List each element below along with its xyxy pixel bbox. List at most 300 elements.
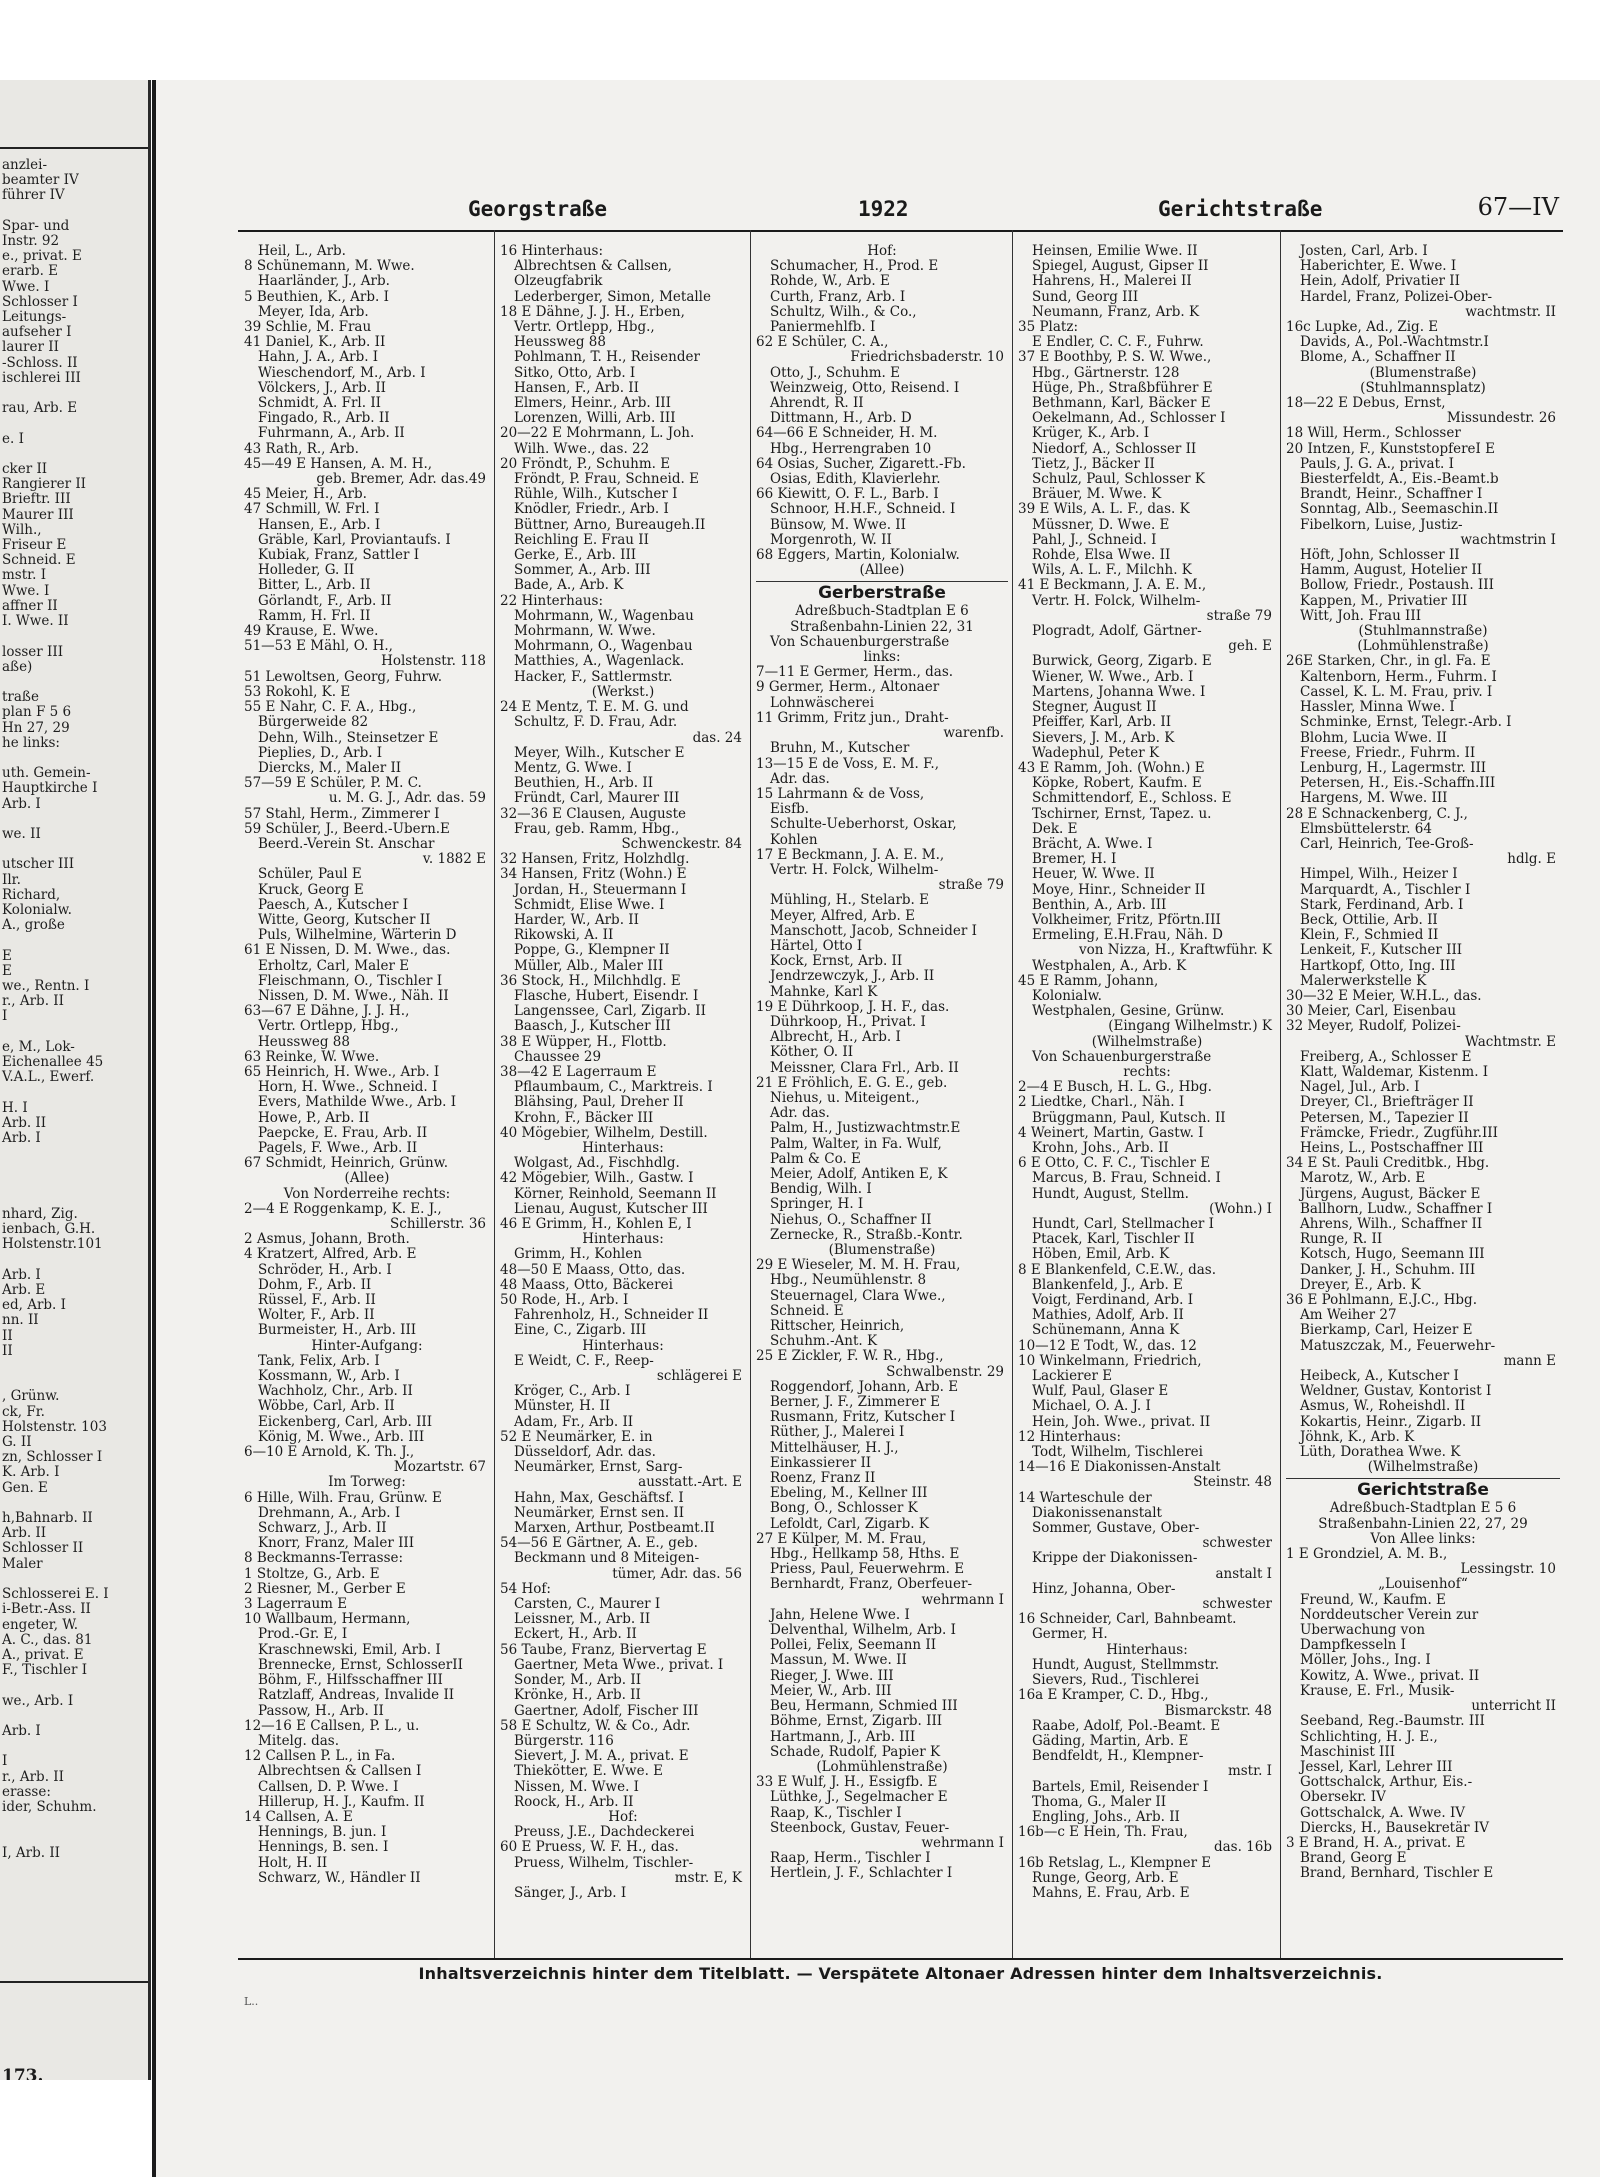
directory-entry-line: Heinsen, Emilie Wwe. II (1032, 244, 1198, 259)
directory-entry-line: 45—49 E Hansen, A. M. H., (244, 456, 433, 472)
previous-page-line: affner II (2, 597, 58, 614)
directory-entry-line: 51 Lewoltsen, Georg, Fuhrw. (244, 669, 443, 685)
directory-entry-line: 3 E Brand, H. A., privat. E (1286, 1835, 1466, 1851)
directory-entry-line: 68 Eggers, Martin, Kolonialw. (756, 548, 960, 564)
previous-page-line: Maurer III (2, 506, 74, 523)
page-header (238, 193, 1563, 223)
previous-page-line (2, 812, 109, 827)
directory-entry-line: wehrmann I (921, 1592, 1004, 1608)
directory-entry-line: Engling, Johs., Arb. II (1032, 1809, 1180, 1825)
directory-entry-line: Främcke, Friedr., Zugführ.III (1300, 1125, 1498, 1141)
directory-entry-line: Von Schauenburgerstraße (1032, 1049, 1212, 1065)
directory-entry-line: Bendig, Wilh. I (770, 1182, 872, 1198)
previous-page-line (2, 416, 109, 431)
directory-entry-line: 35 Platz: (1018, 320, 1079, 336)
directory-entry-line: Michael, O. A. J. I (1032, 1399, 1151, 1415)
previous-page-line: cker II (2, 461, 48, 478)
directory-entry-line: Hahrens, H., Malerei II (1032, 274, 1192, 290)
directory-entry-line: Chaussee 29 (514, 1049, 602, 1065)
directory-entry-line: Mittelhäuser, H. J., (770, 1440, 899, 1456)
directory-entry-line: 20—22 E Mohrmann, L. Joh. (500, 426, 695, 442)
directory-entry-line: 61 E Nissen, D. M. Wwe., das. (244, 943, 451, 959)
directory-entry-line: Bong, O., Schlosser K (770, 1501, 918, 1517)
directory-entry-line: Bürgerstr. 116 (514, 1733, 614, 1749)
directory-entry-line: Meyer, Wilh., Kutscher E (514, 745, 685, 761)
directory-entry-line: Seeband, Reg.-Baumstr. III (1300, 1714, 1485, 1730)
directory-entry-line: 38 E Wüpper, H., Flottb. (500, 1034, 667, 1050)
previous-page-line (2, 933, 109, 948)
directory-entry-line: Haarländer, J., Arb. (258, 274, 390, 290)
directory-entry-line: Völckers, J., Arb. II (258, 380, 386, 396)
directory-entry-line: Josten, Carl, Arb. I (1300, 244, 1428, 259)
year-heading: 1922 (858, 197, 909, 221)
directory-entry-line: 12 Hinterhaus: (1018, 1429, 1122, 1445)
directory-entry-line: Krüger, K., Arb. I (1032, 426, 1150, 442)
directory-entry-line: Zernecke, R., Straßb.-Kontr. (770, 1227, 963, 1243)
directory-entry-line: Palm, H., Justizwachtmstr.E (770, 1121, 961, 1137)
directory-entry-line: 29 E Wieseler, M. M. H. Frau, (756, 1258, 961, 1274)
previous-page-line: Rangierer II (2, 476, 87, 493)
directory-entry-line: Albrechtsen & Callsen, (514, 259, 672, 275)
previous-page-line: engeter, W. (2, 1616, 79, 1633)
column-3 (756, 244, 1008, 1959)
directory-entry-line: Dittmann, H., Arb. D (770, 411, 912, 427)
directory-entry-line: 24 E Mentz, T. E. M. G. und (500, 700, 689, 716)
directory-entry-line: 41 E Beckmann, J. A. E. M., (1018, 578, 1207, 594)
directory-entry-line: Kotsch, Hugo, Seemann III (1300, 1247, 1485, 1263)
previous-page-line: , Grünw. (2, 1388, 60, 1405)
directory-entry-line: Hartmann, J., Arb. III (770, 1729, 916, 1745)
previous-page-line: Kolonialw. (2, 901, 72, 918)
directory-entry-line: 49 Krause, E. Wwe. (244, 624, 379, 640)
directory-entry-line: Hillerup, H. J., Kaufm. II (258, 1794, 425, 1810)
directory-entry-line: Wöbbe, Carl, Arb. II (258, 1399, 395, 1415)
directory-entry-line: Vertr. Ortlepp, Hbg., (514, 320, 655, 336)
directory-entry-line: Springer, H. I (770, 1197, 864, 1213)
directory-entry-line: Jöhnk, K., Arb. K (1300, 1429, 1415, 1445)
previous-page-line (2, 1678, 109, 1693)
directory-entry-line: 25 E Zickler, F. W. R., Hbg., (756, 1349, 944, 1365)
directory-entry-line: Heussweg 88 (258, 1034, 350, 1050)
previous-page-line (2, 751, 109, 766)
directory-entry-line: Brand, Bernhard, Tischler E (1300, 1866, 1494, 1882)
directory-entry-line: Möller, Johs., Ing. I (1300, 1653, 1431, 1669)
directory-entry-line: 6 E Otto, C. F. C., Tischler E (1018, 1156, 1211, 1172)
directory-entry-line: Passow, H., Arb. II (258, 1703, 384, 1719)
directory-entry-line: u. M. G. J., Adr. das. 59 (328, 791, 486, 807)
directory-entry-line: Dreyer, E., Arb. K (1300, 1277, 1421, 1293)
directory-entry-line: Brächt, A. Wwe. I (1032, 836, 1153, 852)
column-divider (1012, 230, 1013, 1960)
previous-page-line: Schneid. E (2, 552, 76, 569)
directory-entry-line: Baasch, J., Kutscher III (514, 1019, 671, 1035)
directory-entry-line: Gerichtstraße (1286, 1478, 1560, 1501)
directory-entry-line: Lenkeit, F., Kutscher III (1300, 943, 1463, 959)
directory-entry-line: Marotz, W., Arb. E (1300, 1171, 1426, 1187)
directory-entry-line: Hahn, J. A., Arb. I (258, 350, 379, 366)
directory-entry-line: Mathies, Adolf, Arb. II (1032, 1308, 1184, 1324)
left-street-heading: Georgstraße (468, 197, 608, 221)
directory-entry-line: Mentz, G. Wwe. I (514, 760, 632, 776)
directory-entry-line: Paesch, A., Kutscher I (258, 897, 409, 913)
directory-entry-line: Jordan, H., Steuermann I (514, 882, 687, 898)
directory-entry-line: Weldner, Gustav, Kontorist I (1300, 1384, 1492, 1400)
directory-entry-line: Thoma, G., Maler II (1032, 1794, 1167, 1810)
directory-entry-line: 19 E Dührkoop, J. H. F., das. (756, 999, 950, 1015)
directory-entry-line: 12—16 E Callsen, P. L., u. (244, 1718, 420, 1734)
directory-entry-line: Leissner, M., Arb. II (514, 1612, 651, 1628)
directory-entry-line: Fuhrmann, A., Arb. II (258, 426, 405, 442)
directory-entry-line: Beerd.-Verein St. Anschar (258, 836, 435, 852)
directory-entry-line: Ermeling, E.H.Frau, Näh. D (1032, 928, 1223, 944)
previous-page-line: i-Betr.-Ass. II (2, 1601, 91, 1618)
directory-entry-line: Schmidt, A. Frl. II (258, 396, 381, 412)
directory-entry-line: 10 Wallbaum, Hermann, (244, 1612, 411, 1628)
directory-entry-line: Dreyer, Cl., Briefträger II (1300, 1095, 1474, 1111)
previous-page-line: Arb. I (2, 1722, 41, 1739)
directory-entry-line: Brandt, Heinr., Schaffner I (1300, 487, 1483, 503)
directory-entry-line: Bade, A., Arb. K (514, 578, 624, 594)
previous-page-footer-rule (0, 1981, 148, 1983)
directory-entry-line: Bremer, H. I (1032, 852, 1117, 868)
directory-entry-line: wehrmann I (921, 1835, 1004, 1851)
previous-page-line (2, 386, 109, 401)
directory-entry-line: (Blumenstraße) (828, 1243, 936, 1258)
directory-entry-line: Müssner, D. Wwe. E (1032, 517, 1170, 533)
directory-entry-line: Bürgerweide 82 (258, 715, 369, 731)
directory-entry-line: Schuhm.-Ant. K (770, 1334, 878, 1350)
directory-entry-line: Beck, Ottilie, Arb. II (1300, 912, 1438, 928)
directory-entry-line: Bitter, L., Arb. II (258, 578, 371, 594)
directory-entry-line: 51—53 E Mähl, O. H., (244, 639, 393, 655)
directory-entry-line: Mahnke, Karl K (770, 984, 878, 1000)
directory-entry-line: Hinterhaus: (582, 1338, 664, 1354)
directory-entry-line: 10—12 E Todt, W., das. 12 (1018, 1338, 1197, 1354)
previous-page-line (2, 1374, 109, 1389)
directory-entry-line: 57—59 E Schüler, P. M. C. (244, 776, 422, 792)
previous-page-text (2, 158, 109, 1861)
previous-page-line (2, 1161, 109, 1176)
directory-entry-line: 15 Lahrmann & de Voss, (756, 786, 925, 802)
directory-entry-line: (Stuhlmannstraße) (1358, 624, 1488, 640)
column-1 (244, 244, 490, 1959)
directory-entry-line: Westphalen, Gesine, Grünw. (1032, 1004, 1225, 1020)
directory-entry-line: Runge, Georg, Arb. E (1032, 1870, 1179, 1886)
directory-entry-line: 63—67 E Dähne, J. J. H., (244, 1004, 410, 1020)
directory-entry-line: Köpke, Robert, Kaufm. E (1032, 776, 1202, 792)
directory-entry-line: Roggendorf, Johann, Arb. E (770, 1379, 959, 1395)
directory-entry-line: Adr. das. (770, 1106, 830, 1122)
previous-page-line: II (2, 1327, 13, 1344)
previous-page-line: plan F 5 6 (2, 704, 72, 721)
previous-page-line: Holstenstr.101 (2, 1236, 103, 1253)
directory-entry-line: Hinterhaus: (1106, 1642, 1188, 1658)
directory-entry-line: Kowitz, A. Wwe., privat. II (1300, 1668, 1480, 1684)
directory-entry-line: 53 Rokohl, K. E (244, 684, 351, 700)
directory-entry-line: Pruess, Wilhelm, Tischler- (514, 1855, 694, 1871)
directory-entry-line: Obersekr. IV (1300, 1790, 1386, 1806)
directory-entry-line: Hardel, Franz, Polizei-Ober- (1300, 289, 1493, 305)
previous-page-line: K. Arb. I (2, 1464, 60, 1481)
directory-entry-line: Blähsing, Paul, Dreher II (514, 1095, 684, 1111)
directory-entry-line: Diercks, H., Bausekretär IV (1300, 1820, 1489, 1836)
previous-page-line: we., Rentn. I (2, 977, 90, 994)
directory-entry-line: Pieplies, D., Arb. I (258, 745, 383, 761)
column-5 (1286, 244, 1560, 1959)
directory-entry-line: schwester (1202, 1597, 1272, 1613)
directory-entry-line: Lenburg, H., Lagermstr. III (1300, 760, 1487, 776)
directory-entry-line: Von Schauenburgerstraße (770, 634, 950, 650)
directory-entry-line: Runge, R. II (1300, 1232, 1383, 1248)
directory-entry-line: 18—22 E Debus, Ernst, (1286, 396, 1446, 412)
directory-entry-line: 3 Lagerraum E (244, 1597, 348, 1613)
directory-entry-line: 20 Fröndt, P., Schuhm. E (500, 456, 671, 472)
previous-page-line: rau, Arb. E (2, 400, 78, 417)
directory-entry-line: Frau, geb. Ramm, Hbg., (514, 821, 680, 837)
column-divider (494, 230, 495, 1960)
directory-entry-line: Lüth, Dorathea Wwe. K (1300, 1445, 1461, 1461)
directory-entry-line: Gaertner, Meta Wwe., privat. I (514, 1657, 724, 1673)
directory-entry-line: Morgenroth, W. II (770, 532, 892, 548)
previous-page-line (2, 1177, 109, 1192)
previous-page-line: e., privat. E (2, 248, 82, 265)
directory-entry-line: Sommer, A., Arb. III (514, 563, 651, 579)
directory-entry-line: 33 E Wulf, J. H., Essigfb. E (756, 1775, 938, 1791)
directory-entry-line: Schillerstr. 36 (390, 1217, 486, 1232)
directory-entry-line: schwester (1202, 1536, 1272, 1552)
directory-entry-line: Sievert, J. M. A., privat. E (514, 1749, 689, 1765)
directory-entry-line: Davids, A., Pol.-Wachtmstr.I (1300, 335, 1489, 351)
directory-entry-line: Steinstr. 48 (1193, 1475, 1272, 1491)
directory-entry-line: Flasche, Hubert, Eisendr. I (514, 988, 699, 1004)
directory-entry-line: anstalt I (1215, 1566, 1272, 1582)
directory-entry-line: E Endler, C. C. F., Fuhrw. (1032, 335, 1204, 351)
directory-entry-line: Wachtmstr. E (1465, 1034, 1556, 1050)
previous-page-line: I. Wwe. II (2, 613, 69, 630)
directory-entry-line: 38—42 E Lagerraum E (500, 1064, 657, 1080)
directory-entry-line: 21 E Fröhlich, E. G. E., geb. (756, 1075, 948, 1091)
directory-entry-line: Hundt, August, Stellmmstr. (1032, 1657, 1220, 1673)
previous-page-line: we. II (2, 825, 41, 842)
previous-page-line: A., große (2, 917, 65, 934)
directory-entry-line: Hüge, Ph., Straßbführer E (1032, 380, 1213, 396)
directory-entry-line: Klatt, Waldemar, Kistenm. I (1300, 1064, 1489, 1080)
previous-page-line: Friseur E (2, 537, 67, 554)
previous-page-line: Arb. E (2, 1282, 46, 1299)
previous-page-line: A., privat. E (2, 1646, 84, 1663)
directory-entry-line: Meier, W., Arb. III (770, 1683, 892, 1699)
page-footer-note: Inhaltsverzeichnis hinter dem Titelblatt. — Verspätete Altonaer Adressen hinter dem Inhaltsverzeichnis. (418, 1964, 1383, 1983)
directory-entry-line: Matuszczak, M., Feuerwehr- (1300, 1338, 1496, 1354)
previous-page-line: Maler (2, 1555, 43, 1572)
directory-entry-line: Maschinist III (1300, 1744, 1396, 1760)
directory-entry-line: Diercks, M., Maler II (258, 760, 402, 776)
directory-entry-line: Schultz, F. D. Frau, Adr. (514, 715, 678, 731)
directory-entry-line: schlägerei E (656, 1369, 742, 1385)
directory-entry-line: Freund, W., Kaufm. E (1300, 1592, 1446, 1608)
directory-entry-line: Mohrmann, O., Wagenbau (514, 639, 693, 655)
directory-entry-line: Hbg., Gärtnerstr. 128 (1032, 365, 1180, 381)
directory-entry-line: Schneid. E (770, 1303, 844, 1319)
directory-entry-line: Neumärker, Ernst sen. II (514, 1505, 685, 1521)
previous-page-line: Wwe. I (2, 278, 50, 295)
directory-entry-line: Missundestr. 26 (1446, 411, 1556, 427)
directory-entry-line: Gottschalck, Arthur, Eis.- (1300, 1775, 1473, 1791)
directory-entry-line: Volkheimer, Fritz, Pförtn.III (1032, 912, 1221, 928)
previous-page-line: Spar- und (2, 217, 70, 234)
directory-entry-line: 32 Meyer, Rudolf, Polizei- (1286, 1019, 1461, 1035)
directory-entry-line: von Nizza, H., Kraftwführ. K (1079, 943, 1272, 959)
directory-entry-line: Schwarz, J., Arb. II (258, 1521, 387, 1537)
directory-entry-line: Sitko, Otto, Arb. I (514, 365, 636, 381)
directory-entry-line: Hassler, Minna Wwe. I (1300, 700, 1455, 716)
directory-entry-line: Jürgens, August, Bäcker E (1300, 1186, 1481, 1202)
directory-entry-line: Rusmann, Fritz, Kutscher I (770, 1410, 956, 1426)
right-street-heading: Gerichtstraße (1158, 197, 1323, 221)
previous-page-line: aße) (2, 658, 33, 675)
directory-entry-line: 63 Reinke, W. Wwe. (244, 1049, 380, 1065)
previous-page-line: II (2, 1342, 13, 1359)
previous-page-header-rule (0, 147, 148, 149)
directory-entry-line: 9 Germer, Herm., Altonaer (756, 680, 940, 696)
directory-entry-line: Albrechtsen & Callsen I (258, 1764, 422, 1780)
directory-entry-line: (Wohn.) I (1209, 1201, 1272, 1217)
directory-entry-line: Schwalbenstr. 29 (886, 1364, 1004, 1380)
previous-page-line: ck, Fr. (2, 1403, 45, 1420)
directory-entry-line: 43 E Ramm, Joh. (Wohn.) E (1018, 760, 1205, 776)
directory-entry-line: 2—4 E Busch, H. L. G., Hbg. (1018, 1080, 1212, 1096)
directory-entry-line: 66 Kiewitt, O. F. L., Barb. I (756, 487, 939, 503)
directory-entry-line: 1 E Grondziel, A. M. B., (1286, 1547, 1448, 1563)
directory-entry-line: 39 Schlie, M. Frau (244, 320, 372, 336)
directory-entry-line: Paepcke, E. Frau, Arb. II (258, 1125, 428, 1141)
directory-entry-line: 2 Asmus, Johann, Broth. (244, 1232, 410, 1248)
directory-entry-line: Lorenzen, Willi, Arb. III (514, 411, 676, 427)
directory-entry-line: Mozartstr. 67 (393, 1460, 486, 1476)
directory-entry-line: Kröger, C., Arb. I (514, 1384, 631, 1400)
directory-entry-line: Tschirner, Ernst, Tapez. u. (1032, 806, 1212, 822)
previous-page-line: Schlosserei E. I (2, 1586, 109, 1603)
directory-entry-line: (Stuhlmannsplatz) (1360, 380, 1486, 396)
directory-entry-line: Freese, Friedr., Fuhrm. II (1300, 745, 1476, 761)
directory-entry-line: tümer, Adr. das. 56 (612, 1566, 742, 1582)
directory-entry-line: Pfeiffer, Karl, Arb. II (1032, 715, 1172, 731)
previous-page-line: losser III (2, 643, 64, 660)
directory-entry-line: Heins, L., Postschaffner III (1300, 1140, 1484, 1156)
directory-entry-line: Fibelkorn, Luise, Justiz- (1300, 517, 1463, 533)
directory-entry-line: Germer, H. (1032, 1627, 1108, 1643)
directory-entry-line: Wilh. Wwe., das. 22 (514, 441, 650, 457)
previous-page-line: F., Tischler I (2, 1662, 88, 1679)
directory-entry-line: Adreßbuch-Stadtplan E 5 6 (1329, 1501, 1517, 1517)
directory-entry-line: Roock, H., Arb. II (514, 1794, 634, 1810)
directory-entry-line: 27 E Külper, M. M. Frau, (756, 1531, 927, 1547)
directory-entry-line: Haberichter, E. Wwe. I (1300, 259, 1457, 275)
directory-entry-line: 11 Grimm, Fritz jun., Draht- (756, 710, 949, 726)
directory-entry-line: Wils, A. L. F., Milchh. K (1032, 563, 1192, 579)
directory-entry-line: 28 E Schnackenberg, C. J., (1286, 806, 1468, 822)
directory-entry-line: 45 E Ramm, Johann, (1018, 973, 1159, 989)
directory-entry-line: 67 Schmidt, Heinrich, Grünw. (244, 1156, 448, 1172)
directory-entry-line: 43 Rath, R., Arb. (244, 441, 359, 457)
directory-entry-line: Schmittendorf, E., Schloss. E (1032, 791, 1232, 807)
previous-page-line: beamter IV (2, 172, 79, 189)
previous-page-line: erarb. E (2, 263, 59, 280)
previous-page-line: e. I (2, 430, 24, 447)
directory-entry-line: 16a E Kramper, C. D., Hbg., (1018, 1688, 1209, 1704)
previous-page-line: aufseher I (2, 324, 72, 341)
previous-page-line: I, Arb. II (2, 1844, 61, 1861)
directory-entry-line: Pagels, F. Wwe., Arb. II (258, 1140, 418, 1156)
previous-page-line: Arb. II (2, 1114, 47, 1131)
directory-entry-line: Palm, Walter, in Fa. Wulf, (770, 1136, 942, 1152)
directory-entry-line: 32—36 E Clausen, Auguste (500, 806, 687, 822)
previous-page-line (2, 842, 109, 857)
directory-entry-line: 2 Riesner, M., Gerber E (244, 1581, 406, 1597)
previous-page-line: traße (2, 689, 39, 706)
directory-entry-line: 50 Rode, H., Arb. I (500, 1293, 629, 1309)
previous-page-line (2, 675, 109, 690)
previous-page-line: Eichenallee 45 (2, 1053, 104, 1070)
directory-entry-line: Asmus, W., Roheishdl. II (1300, 1399, 1466, 1415)
previous-page-line: ider, Schuhm. (2, 1798, 97, 1815)
previous-page-line: we., Arb. I (2, 1692, 74, 1709)
directory-entry-line: Raap, K., Tischler I (770, 1805, 902, 1821)
previous-page-line: führer IV (2, 187, 65, 204)
directory-entry-line: Mitelg. das. (258, 1733, 340, 1749)
directory-entry-line: Bernhardt, Franz, Oberfeuer- (770, 1577, 972, 1593)
directory-entry-line: ausstatt.-Art. E (638, 1475, 742, 1491)
previous-page-line (2, 1085, 109, 1100)
directory-entry-line: Mahns, E. Frau, Arb. E (1032, 1885, 1190, 1901)
directory-entry-line: Fahrenholz, H., Schneider II (514, 1308, 709, 1324)
directory-entry-line: Prod.-Gr. E, I (258, 1627, 348, 1643)
previous-page-line: Richard, (2, 886, 61, 903)
directory-entry-line: rechts: (1123, 1064, 1171, 1080)
directory-entry-line: Dohm, F., Arb. II (258, 1277, 372, 1293)
directory-entry-line: 18 E Dähne, J. J. H., Erben, (500, 304, 685, 320)
directory-entry-line: Körner, Reinhold, Seemann II (514, 1186, 717, 1202)
directory-entry-line: 57 Stahl, Herm., Zimmerer I (244, 806, 440, 822)
directory-entry-line: Schade, Rudolf, Papier K (770, 1744, 941, 1760)
directory-entry-line: Blome, A., Schaffner II (1300, 350, 1456, 366)
directory-entry-line: Sonntag, Alb., Seemaschin.II (1300, 502, 1499, 518)
directory-entry-line: Albrecht, H., Arb. I (770, 1030, 901, 1046)
previous-page-line: Instr. 92 (2, 233, 60, 250)
directory-entry-line: Bismarckstr. 48 (1164, 1703, 1272, 1719)
directory-entry-line: geh. E (1228, 639, 1272, 655)
directory-entry-line: 54—56 E Gärtner, A. E., geb. (500, 1536, 698, 1552)
directory-entry-line: 26E Starken, Chr., in gl. Fa. E (1286, 654, 1491, 670)
directory-entry-line: (Wilhelmstraße) (1367, 1460, 1479, 1476)
directory-entry-line: Wulf, Paul, Glaser E (1032, 1384, 1169, 1400)
directory-entry-line: Raabe, Adolf, Pol.-Beamt. E (1032, 1718, 1221, 1734)
directory-entry-line: Schwarz, W., Händler II (258, 1870, 421, 1886)
directory-entry-line: straße 79 (1206, 608, 1272, 624)
previous-page-line (2, 1253, 109, 1268)
directory-entry-line: Elmsbüttelerstr. 64 (1300, 821, 1432, 837)
directory-entry-line: Blankenfeld, J., Arb. E (1032, 1277, 1183, 1293)
header-rule (238, 230, 1563, 232)
directory-entry-line: Evers, Mathilde Wwe., Arb. I (258, 1095, 457, 1111)
directory-entry-line: E Weidt, C. F., Reep- (514, 1353, 654, 1369)
directory-entry-line: Jahn, Helene Wwe. I (770, 1607, 910, 1623)
directory-entry-line: Rieger, J. Wwe. III (770, 1668, 894, 1684)
directory-entry-line: 1 Stoltze, G., Arb. E (244, 1566, 380, 1582)
directory-entry-line: Ebeling, M., Kellner III (770, 1486, 928, 1502)
directory-entry-line: Überwachung von (1300, 1623, 1426, 1639)
directory-entry-line: Neumärker, Ernst, Sarg- (514, 1460, 683, 1476)
